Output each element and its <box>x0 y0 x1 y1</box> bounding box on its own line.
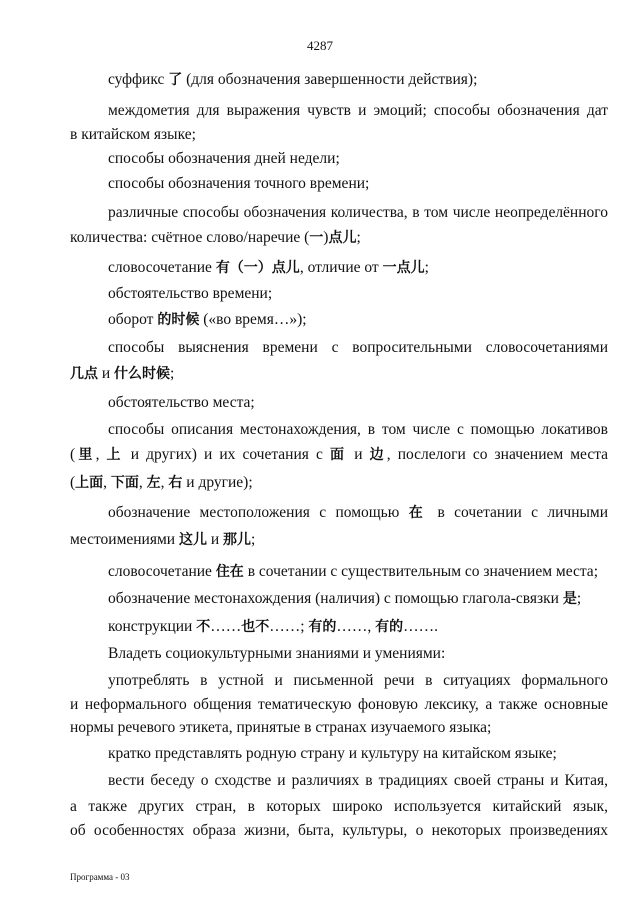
text-line: междометия для выражения чувств и эмоций; способы обозначения дат <box>108 102 608 119</box>
text-line: обстоятельство места; <box>108 394 255 411</box>
text-line: обозначение местонахождения (наличия) с помощью глагола-связки 是; <box>108 590 582 607</box>
text-line: способы выяснения времени с вопросительными словосочетаниями <box>108 339 608 356</box>
text-line: нормы речевого этикета, принятые в странах изучаемого языка; <box>70 719 492 736</box>
text-line: обстоятельство времени; <box>108 285 273 302</box>
text-line: конструкции 不……也不……; 有的……, 有的……. <box>108 618 439 635</box>
text-line: количества: счётное слово/наречие (一)点儿; <box>70 229 361 246</box>
text-line: употреблять в устной и письменной речи в ситуациях формального <box>108 672 608 689</box>
text-line: а также других стран, в которых широко используется китайский язык, <box>70 798 608 815</box>
text-line: словосочетание 有（一）点儿, отличие от 一点儿; <box>108 259 429 276</box>
text-line: словосочетание 住在 в сочетании с существительным со значением места; <box>108 563 598 580</box>
text-line: суффикс 了 (для обозначения завершенности действия); <box>108 71 478 88</box>
text-line: оборот 的时候 («во время…»); <box>108 311 307 328</box>
text-line: 几点 и 什么时候; <box>70 365 175 382</box>
text-line: различные способы обозначения количества, в том числе неопределённого <box>108 204 608 221</box>
text-line: и неформального общения тематическую фоновую лексику, а также основные <box>70 696 608 713</box>
text-line: об особенностях образа жизни, быта, культуры, о некоторых произведениях <box>70 822 608 839</box>
text-line: в китайском языке; <box>70 126 196 143</box>
text-line: (上面, 下面, 左, 右 и другие); <box>70 474 253 491</box>
text-line: вести беседу о сходстве и различиях в традициях своей страны и Китая, <box>108 772 608 789</box>
text-line: способы описания местонахождения, в том числе с помощью локативов <box>108 421 608 438</box>
text-line: способы обозначения точного времени; <box>108 175 370 192</box>
text-line: кратко представлять родную страну и культуру на китайском языке; <box>108 745 557 762</box>
text-line: обозначение местоположения с помощью 在 в сочетании с личными <box>108 504 609 521</box>
text-line: местоимениями 这儿 и 那儿; <box>70 531 256 548</box>
page-number: 4287 <box>307 38 333 53</box>
text-line: Владеть социокультурными знаниями и умениями: <box>108 645 446 662</box>
footer-label: Программа - 03 <box>70 872 130 882</box>
text-line: способы обозначения дней недели; <box>108 150 340 167</box>
text-line: (里, 上 и других) и их сочетания с 面 и 边, послелоги со значением места <box>70 446 609 463</box>
